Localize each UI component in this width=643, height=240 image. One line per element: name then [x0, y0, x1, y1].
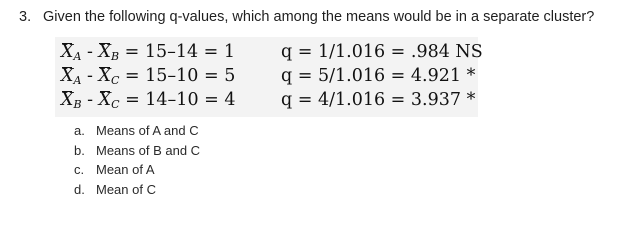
mean-difference: $X_A - X_B = 15-14 = 1$: [61, 42, 236, 63]
mean-symbol: X: [61, 66, 74, 86]
option-b[interactable]: [74, 141, 200, 161]
option-text: Mean of C: [96, 181, 156, 197]
question-text: Given the following q-values, which among the means would be in a separate cluster?: [43, 9, 595, 25]
q-value: q = 1/1.016 = .984 NS: [281, 42, 483, 62]
question-number: 3.: [19, 9, 32, 25]
equations-image: [55, 37, 483, 117]
option-letter: d.: [74, 181, 85, 197]
mean-symbol: X: [98, 66, 111, 86]
mean-symbol: X: [61, 42, 74, 62]
difference-expression: = 15–10 = 5: [119, 66, 236, 86]
option-text: Mean of A: [96, 162, 155, 177]
option-letter: c.: [74, 162, 85, 177]
mean-symbol: X: [98, 42, 111, 62]
option-text: Means of A and C: [96, 123, 199, 138]
difference-expression: = 14–10 = 4: [119, 90, 236, 110]
answer-options: [74, 121, 200, 199]
mean-difference: $X_A - X_C = 15-10 = 5$: [61, 66, 236, 87]
option-text: Means of B and C: [96, 142, 201, 158]
option-letter: b.: [74, 142, 85, 158]
option-a[interactable]: [74, 121, 200, 141]
mean-difference: $X_B - X_C = 14-10 = 4$: [61, 90, 236, 111]
q-value: q = 4/1.016 = 3.937 *: [281, 90, 476, 110]
mean-symbol: X: [61, 90, 74, 110]
option-letter: a.: [74, 123, 85, 138]
mean-symbol: X: [98, 90, 112, 110]
difference-expression: = 15–14 = 1: [119, 42, 236, 62]
q-value: q = 5/1.016 = 4.921 *: [281, 66, 476, 86]
option-d[interactable]: [74, 180, 200, 200]
question-prompt: [19, 9, 594, 25]
option-c[interactable]: [74, 160, 200, 180]
